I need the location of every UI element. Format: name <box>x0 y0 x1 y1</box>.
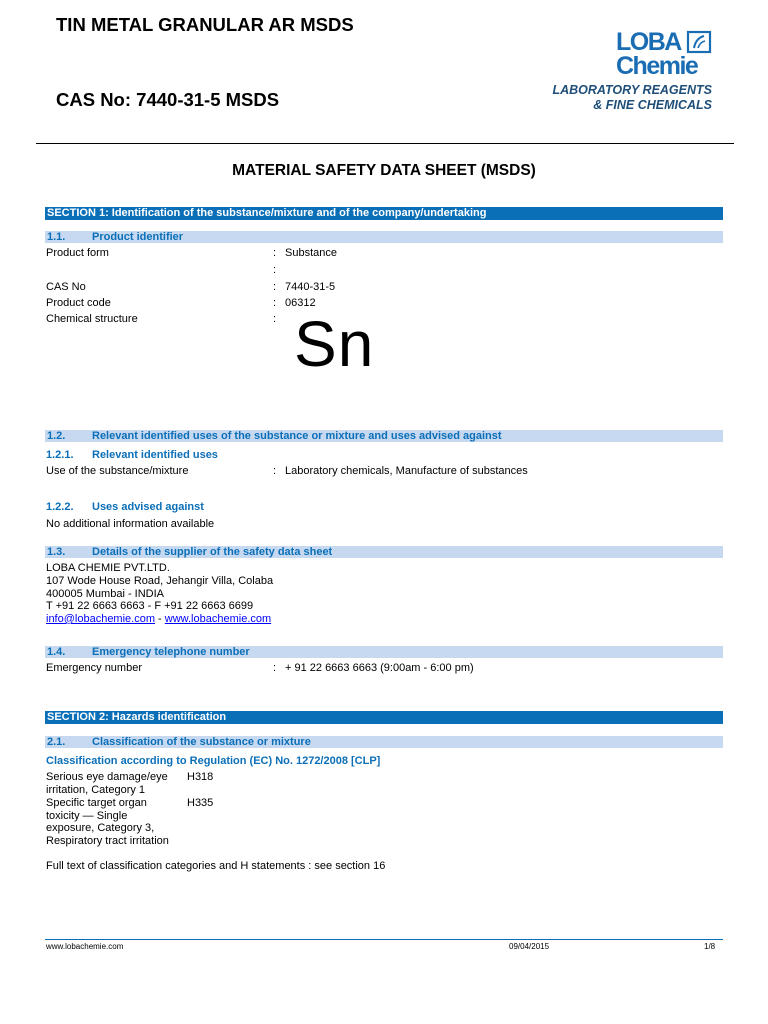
tagline-line-1: LABORATORY REAGENTS <box>552 83 712 97</box>
section-2-bar: SECTION 2: Hazards identification <box>45 711 723 724</box>
subsection-1-2-2-title: Uses advised against <box>92 501 204 513</box>
tagline-line-2: & FINE CHEMICALS <box>593 98 712 112</box>
row-label-product-code: Product code <box>46 297 111 309</box>
subsection-1-2-1-title: Relevant identified uses <box>92 449 218 461</box>
link-separator: - <box>155 613 165 625</box>
supplier-links <box>46 613 271 625</box>
subsection-1-4-bar <box>45 646 723 658</box>
hazard-1-line-1: Serious eye damage/eye <box>46 771 168 783</box>
subsection-title: Classification of the substance or mixture <box>92 736 311 748</box>
row-value-use: Laboratory chemicals, Manufacture of substances <box>285 465 528 477</box>
supplier-phone: T +91 22 6663 6663 - F +91 22 6663 6699 <box>46 600 254 612</box>
subsection-title: Relevant identified uses of the substance or mixture and uses advised against <box>92 430 502 442</box>
footer-divider <box>45 939 723 940</box>
row-label-cas-no: CAS No <box>46 281 86 293</box>
subsection-number: 1.1. <box>47 231 66 243</box>
loba-chemie-logo: LOBA Chemie <box>612 28 716 82</box>
subsection-1-2-2-number: 1.2.2. <box>46 501 74 513</box>
supplier-city: 400005 Mumbai - INDIA <box>46 588 164 600</box>
hazard-2-code: H335 <box>187 797 214 809</box>
hazard-2-line-4: Respiratory tract irritation <box>46 835 169 847</box>
subsection-2-1-bar <box>45 736 723 748</box>
hazard-2-line-1: Specific target organ <box>46 797 147 809</box>
row-value-cas-no: 7440-31-5 <box>285 281 336 293</box>
footer-date: 09/04/2015 <box>509 942 550 951</box>
website-link[interactable]: www.lobachemie.com <box>164 613 272 625</box>
row-label-product-form: Product form <box>46 247 109 259</box>
row-label-use: Use of the substance/mixture <box>46 465 189 477</box>
colon: : <box>273 662 277 674</box>
uses-advised-against-text: No additional information available <box>46 518 215 530</box>
colon: : <box>273 297 277 309</box>
logo-emblem-icon <box>686 30 712 54</box>
clp-heading: Classification according to Regulation (EC) No. 1272/2008 [CLP] <box>46 755 381 767</box>
colon: : <box>273 264 277 276</box>
row-value-product-form: Substance <box>285 247 337 259</box>
cas-title: CAS No: 7440-31-5 MSDS <box>56 89 280 110</box>
supplier-name: LOBA CHEMIE PVT.LTD. <box>46 562 170 574</box>
hazard-1-line-2: irritation, Category 1 <box>46 784 146 796</box>
subsection-number: 1.2. <box>47 430 66 442</box>
colon: : <box>273 465 277 477</box>
subsection-1-1-bar <box>45 231 723 243</box>
subsection-title: Details of the supplier of the safety data sheet <box>92 546 333 558</box>
subsection-title: Product identifier <box>92 231 184 243</box>
subsection-1-2-bar <box>45 430 723 442</box>
subsection-number: 1.4. <box>47 646 66 658</box>
footer-website: www.lobachemie.com <box>46 942 124 951</box>
section-1-bar: SECTION 1: Identification of the substance/mixture and of the company/undertaking <box>45 207 723 220</box>
header-divider <box>36 143 734 144</box>
row-label-chemical-structure: Chemical structure <box>46 313 138 325</box>
subsection-number: 1.3. <box>47 546 66 558</box>
hazard-2-line-2: toxicity — Single <box>46 810 128 822</box>
footer-page-number: 1/8 <box>704 942 716 951</box>
subsection-number: 2.1. <box>47 736 66 748</box>
email-link[interactable]: info@lobachemie.com <box>46 613 155 625</box>
hazard-1-code: H318 <box>187 771 214 783</box>
row-value-emergency: + 91 22 6663 6663 (9:00am - 6:00 pm) <box>285 662 474 674</box>
document-title: MATERIAL SAFETY DATA SHEET (MSDS) <box>232 162 536 179</box>
product-title: TIN METAL GRANULAR AR MSDS <box>56 14 354 35</box>
hazard-2-line-3: exposure, Category 3, <box>46 822 155 834</box>
row-value-product-code: 06312 <box>285 297 316 309</box>
subsection-title: Emergency telephone number <box>92 646 250 658</box>
full-text-note: Full text of classification categories and H statements : see section 16 <box>46 860 386 872</box>
colon: : <box>273 281 277 293</box>
colon: : <box>273 313 277 325</box>
colon: : <box>273 247 277 259</box>
chemical-structure-symbol: Sn <box>294 308 375 380</box>
supplier-address: 107 Wode House Road, Jehangir Villa, Colaba <box>46 575 274 587</box>
row-label-emergency: Emergency number <box>46 662 142 674</box>
subsection-1-3-bar <box>45 546 723 558</box>
subsection-1-2-1-number: 1.2.1. <box>46 449 74 461</box>
